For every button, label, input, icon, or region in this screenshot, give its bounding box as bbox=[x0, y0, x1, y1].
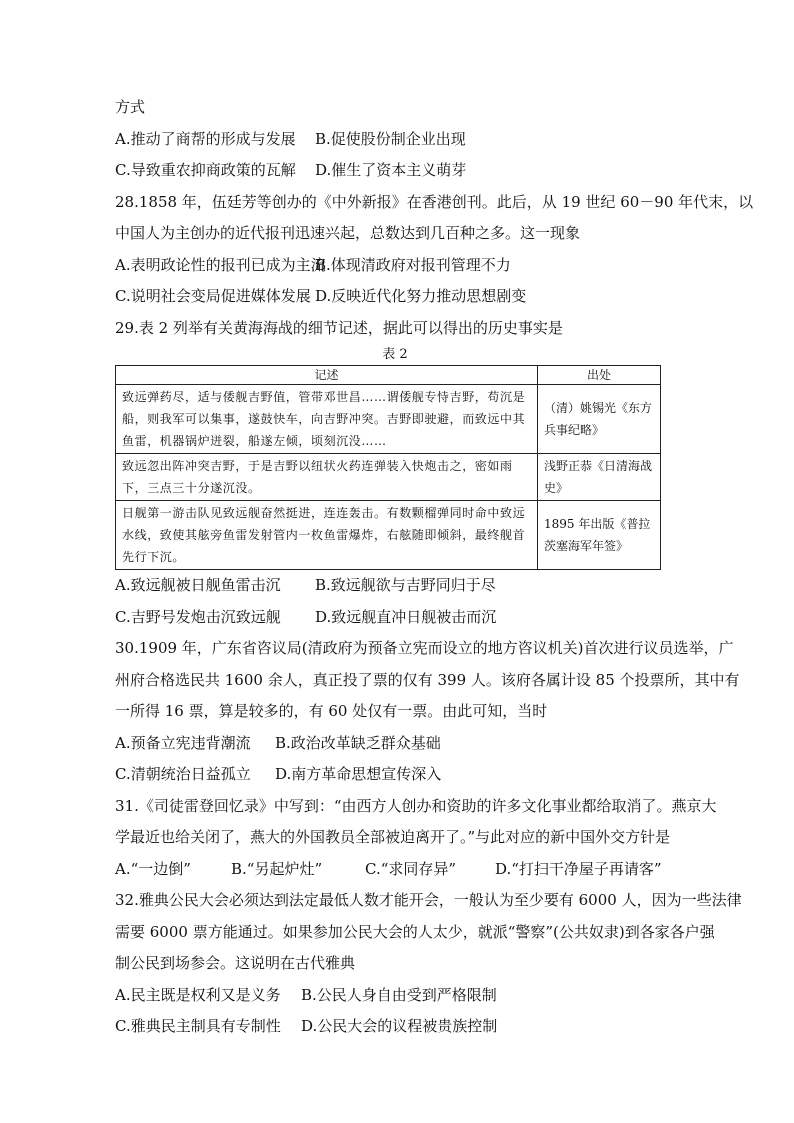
data-table bbox=[115, 365, 661, 570]
option-a: A.预备立宪违背潮流 bbox=[115, 733, 251, 752]
option-c: C.导致重农抑商政策的瓦解 bbox=[115, 161, 296, 179]
record-cell: 日舰第一游击队见致远舰奋然挺进，连连轰击。有数颗榴弹同时命中致远水线，致使其舷旁鱼雷发射管内一枚鱼雷爆炸，右舷随即倾斜，最终舰首先行下沉。 bbox=[116, 501, 538, 570]
option-row bbox=[115, 250, 675, 282]
option-b: B.政治改革缺乏群众基础 bbox=[275, 733, 441, 752]
option-c: C.吉野号发炮击沉致远舰 bbox=[115, 607, 281, 626]
option-d: D.反映近代化努力推动思想剧变 bbox=[315, 287, 527, 305]
source-cell: 浅野正恭《日清海战史》 bbox=[538, 454, 661, 501]
q29-stem: 29.表 2 列举有关黄海海战的细节记述，据此可以得出的历史事实是 bbox=[115, 318, 563, 337]
option-row bbox=[115, 155, 675, 187]
record-cell: 致远忽出阵冲突吉野，于是吉野以纽状火药连弹装入快炮击之，密如雨下，三点三十分遂沉没。 bbox=[116, 454, 538, 501]
table-row bbox=[116, 385, 661, 454]
option-b: B.致远舰欲与吉野同归于尽 bbox=[315, 576, 496, 594]
option-row bbox=[115, 570, 675, 602]
column-header-source: 出处 bbox=[538, 366, 661, 385]
source-cell: 1895 年出版《普拉茨塞海军年签》 bbox=[538, 501, 661, 570]
option-row bbox=[115, 980, 675, 1012]
option-a: A.推动了商帮的形成与发展 bbox=[115, 129, 296, 148]
record-cell: 致远弹药尽，适与倭舰吉野值，管带邓世昌……谓倭舰专恃吉野，苟沉是船，则我军可以集事，遂鼓快车，向吉野冲突。吉野即驶避，而致远中其鱼雷，机器锅炉迸裂，船遂左倾，顷刻沉没…… bbox=[116, 385, 538, 454]
option-b: B.促使股份制企业出现 bbox=[315, 129, 466, 148]
option-c: C.清朝统治日益孤立 bbox=[115, 765, 251, 783]
q30-stem-line: 一所得 16 票，算是较多的，有 60 处仅有一票。由此可知，当时 bbox=[115, 702, 548, 720]
option-d: D.“打扫干净屋子再请客” bbox=[495, 859, 662, 878]
option-row bbox=[115, 759, 675, 791]
q31-stem-line: 学最近也给关闭了，燕大的外国教员全部被迫离开了。”与此对应的新中国外交方针是 bbox=[115, 828, 671, 846]
option-b: B.体现清政府对报刊管理不力 bbox=[315, 255, 511, 274]
option-a: A.表明政论性的报刊已成为主流 bbox=[115, 255, 326, 274]
q30-stem-line: 州府合格选民共 1600 余人，真正投了票的仅有 399 人。该府各属计设 85 个投票所，其中有 bbox=[115, 670, 740, 689]
option-d: D.公民大会的议程被贵族控制 bbox=[301, 1017, 498, 1035]
option-d: D.致远舰直冲日舰被击而沉 bbox=[315, 607, 497, 626]
option-row bbox=[115, 602, 675, 634]
q31-stem-line: 31.《司徒雷登回忆录》中写到：“由西方人创办和资助的许多文化事业都给取消了。燕京大 bbox=[115, 796, 717, 815]
option-d: D.南方革命思想宣传深入 bbox=[275, 765, 442, 783]
table-caption: 表 2 bbox=[382, 347, 408, 362]
option-d: D.催生了资本主义萌芽 bbox=[315, 161, 467, 179]
option-row bbox=[115, 124, 675, 156]
q32-stem-line: 32.雅典公民大会必须达到法定最低人数才能开会，一般认为至少要有 6000 人，因为一些法律 bbox=[115, 891, 742, 909]
source-cell: （清）姚锡光《东方兵事纪略》 bbox=[538, 385, 661, 454]
option-a: A.民主既是权利又是义务 bbox=[115, 985, 281, 1004]
question-stem-end: 方式 bbox=[115, 98, 146, 116]
option-c: C.“求同存异” bbox=[365, 859, 457, 878]
option-row bbox=[115, 281, 675, 313]
q32-stem-line: 制公民到场参会。这说明在古代雅典 bbox=[115, 954, 356, 972]
option-c: C.雅典民主制具有专制性 bbox=[115, 1017, 281, 1035]
option-a: A.“一边倒” bbox=[115, 859, 191, 878]
option-row bbox=[115, 854, 675, 886]
table-row bbox=[116, 501, 661, 570]
option-c: C.说明社会变局促进媒体发展 bbox=[115, 287, 311, 305]
column-header-record: 记述 bbox=[116, 366, 538, 385]
option-row bbox=[115, 728, 675, 760]
option-b: B.“另起炉灶” bbox=[231, 859, 323, 878]
q30-stem-line: 30.1909 年，广东省咨议局(清政府为预备立宪而设立的地方咨议机关)首次进行议员选举，广 bbox=[115, 639, 734, 657]
exam-page bbox=[115, 92, 754, 1043]
option-b: B.公民人身自由受到严格限制 bbox=[301, 985, 497, 1004]
q32-stem-line: 需要 6000 票方能通过。如果参加公民大会的人太少，就派“警察”(公共奴隶)到各家各户强 bbox=[115, 922, 715, 941]
table-header-row bbox=[116, 366, 661, 385]
q28-stem-line: 中国人为主创办的近代报刊迅速兴起，总数达到几百种之多。这一现象 bbox=[115, 224, 581, 242]
q28-stem-line: 28.1858 年，伍廷芳等创办的《中外新报》在香港创刊。此后，从 19 世纪 60－90 年代末，以 bbox=[115, 192, 754, 211]
option-row bbox=[115, 1011, 675, 1043]
table-row bbox=[116, 454, 661, 501]
option-a: A.致远舰被日舰鱼雷击沉 bbox=[115, 576, 281, 594]
